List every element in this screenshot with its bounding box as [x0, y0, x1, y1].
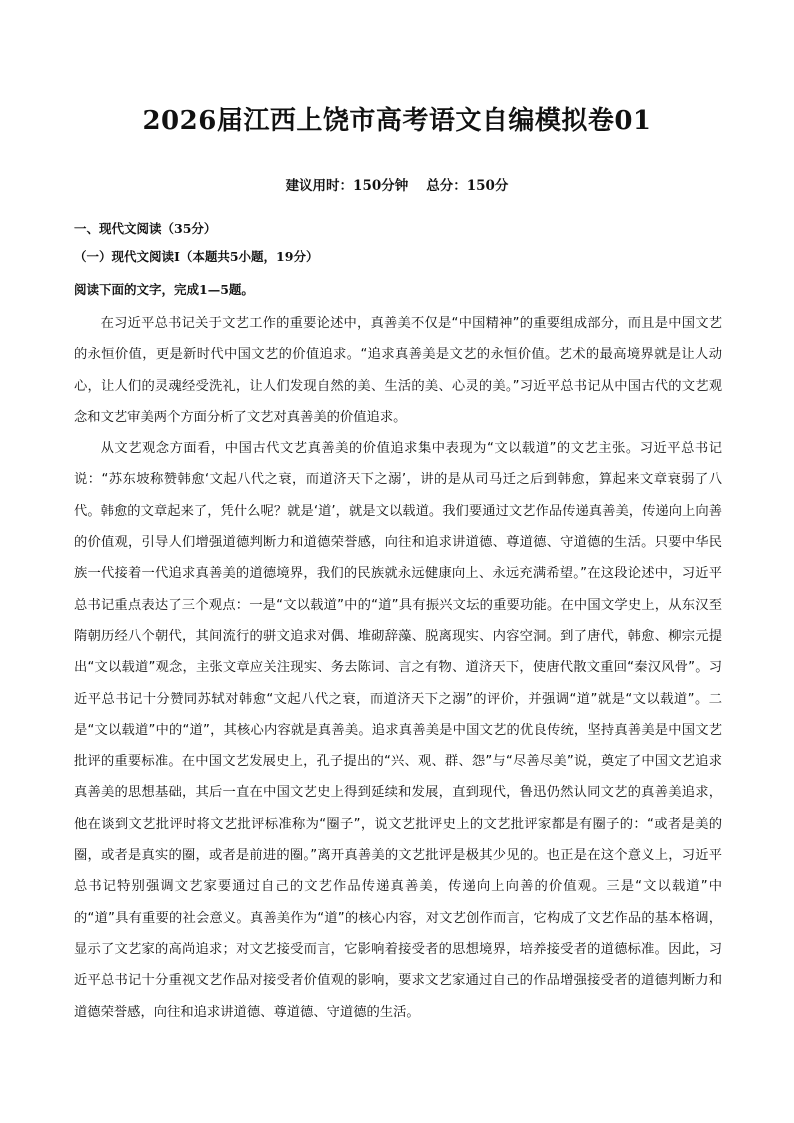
- reading-instruction: 阅读下面的文字，完成1—5题。: [74, 282, 254, 297]
- score-label: 总分：150分: [426, 178, 509, 194]
- document-title: 2026届江西上饶市高考语文自编模拟卷01: [142, 106, 652, 136]
- passage-paragraph: 从文艺观念方面看，中国古代文艺真善美的价值追求集中表现为“文以载道”的文艺主张。习近平总书记说：“苏东坡称赞韩愈‘文起八代之衰，而道济天下之溺’，讲的是从司马迁之后到韩愈，算起来文章衰弱了八代。韩愈的文章起来了，凭什么呢？就是‘道’，就是文以载道。我们要通过文艺作品传递真善美，传递向上向善的价值观，引导人们增强道德判断力和道德荣誉感，向往和追求讲道德、尊道德、守道德的生活。只要中华民族一代接着一代追求真善美的道德境界，我们的民族就永远健康向上、永远充满希望。”在这段论述中，习近平总书记重点表达了三个观点：一是“文以载道”中的“道”具有振兴文坛的重要功能。在中国文学史上，从东汉至隋朝历经八个朝代，其间流行的骈文追求对偶、堆砌辞藻、脱离现实、内容空洞。到了唐代，韩愈、柳宗元提出“文以载道”观念，主张文章应关注现实、务去陈词、言之有物、道济天下，使唐代散文重回“秦汉风骨”。习近平总书记十分赞同苏轼对韩愈“文起八代之衰，而道济天下之溺”的评价，并强调“道”就是“文以载道”。二是“文以载道”中的“道”，其核心内容就是真善美。追求真善美是中国文艺的优良传统，坚持真善美是中国文艺批评的重要标准。在中国文艺发展史上，孔子提出的“兴、观、群、怨”与“尽善尽美”说，奠定了中国文艺追求真善美的思想基础，其后一直在中国文艺史上得到延续和发展，直到现代，鲁迅仍然认同文艺的真善美追求，他在谈到文艺批评时将文艺批评标准称为“圈子”，说文艺批评史上的文艺批评家都是有圈子的：“或者是美的圈，或者是真实的圈，或者是前进的圈。”离开真善美的文艺批评是极其少见的。也正是在这个意义上，习近平总书记特别强调文艺家要通过自己的文艺作品传递真善美，传递向上向善的价值观。三是“文以载道”中的“道”具有重要的社会意义。真善美作为“道”的核心内容，对文艺创作而言，它构成了文艺作品的基本格调，显示了文艺家的高尚追求；对文艺接受而言，它影响着接受者的思想境界，培养接受者的道德标准。因此，习近平总书记十分重视文艺作品对接受者价值观的影响，要求文艺家通过自己的作品增强接受者的道德判断力和道德荣誉感，向往和追求讲道德、尊道德、守道德的生活。: [74, 441, 722, 1020]
- section-heading: 一、现代文阅读（35分）: [74, 221, 217, 236]
- passage-paragraph: 在习近平总书记关于文艺工作的重要论述中，真善美不仅是“中国精神”的重要组成部分，而且是中国文艺的永恒价值，更是新时代中国文艺的价值追求。“追求真善美是文艺的永恒价值。艺术的最高境界就是让人动心，让人们的灵魂经受洗礼，让人们发现自然的美、生活的美、心灵的美。”习近平总书记从中国古代的文艺观念和文艺审美两个方面分析了文艺对真善美的价值追求。: [74, 316, 722, 425]
- exam-info: [0, 174, 794, 194]
- subsection-heading: （一）现代文阅读Ⅰ（本题共5小题，19分）: [74, 249, 319, 264]
- time-label: 建议用时：150分钟: [285, 178, 409, 194]
- reading-passage: [74, 308, 722, 1028]
